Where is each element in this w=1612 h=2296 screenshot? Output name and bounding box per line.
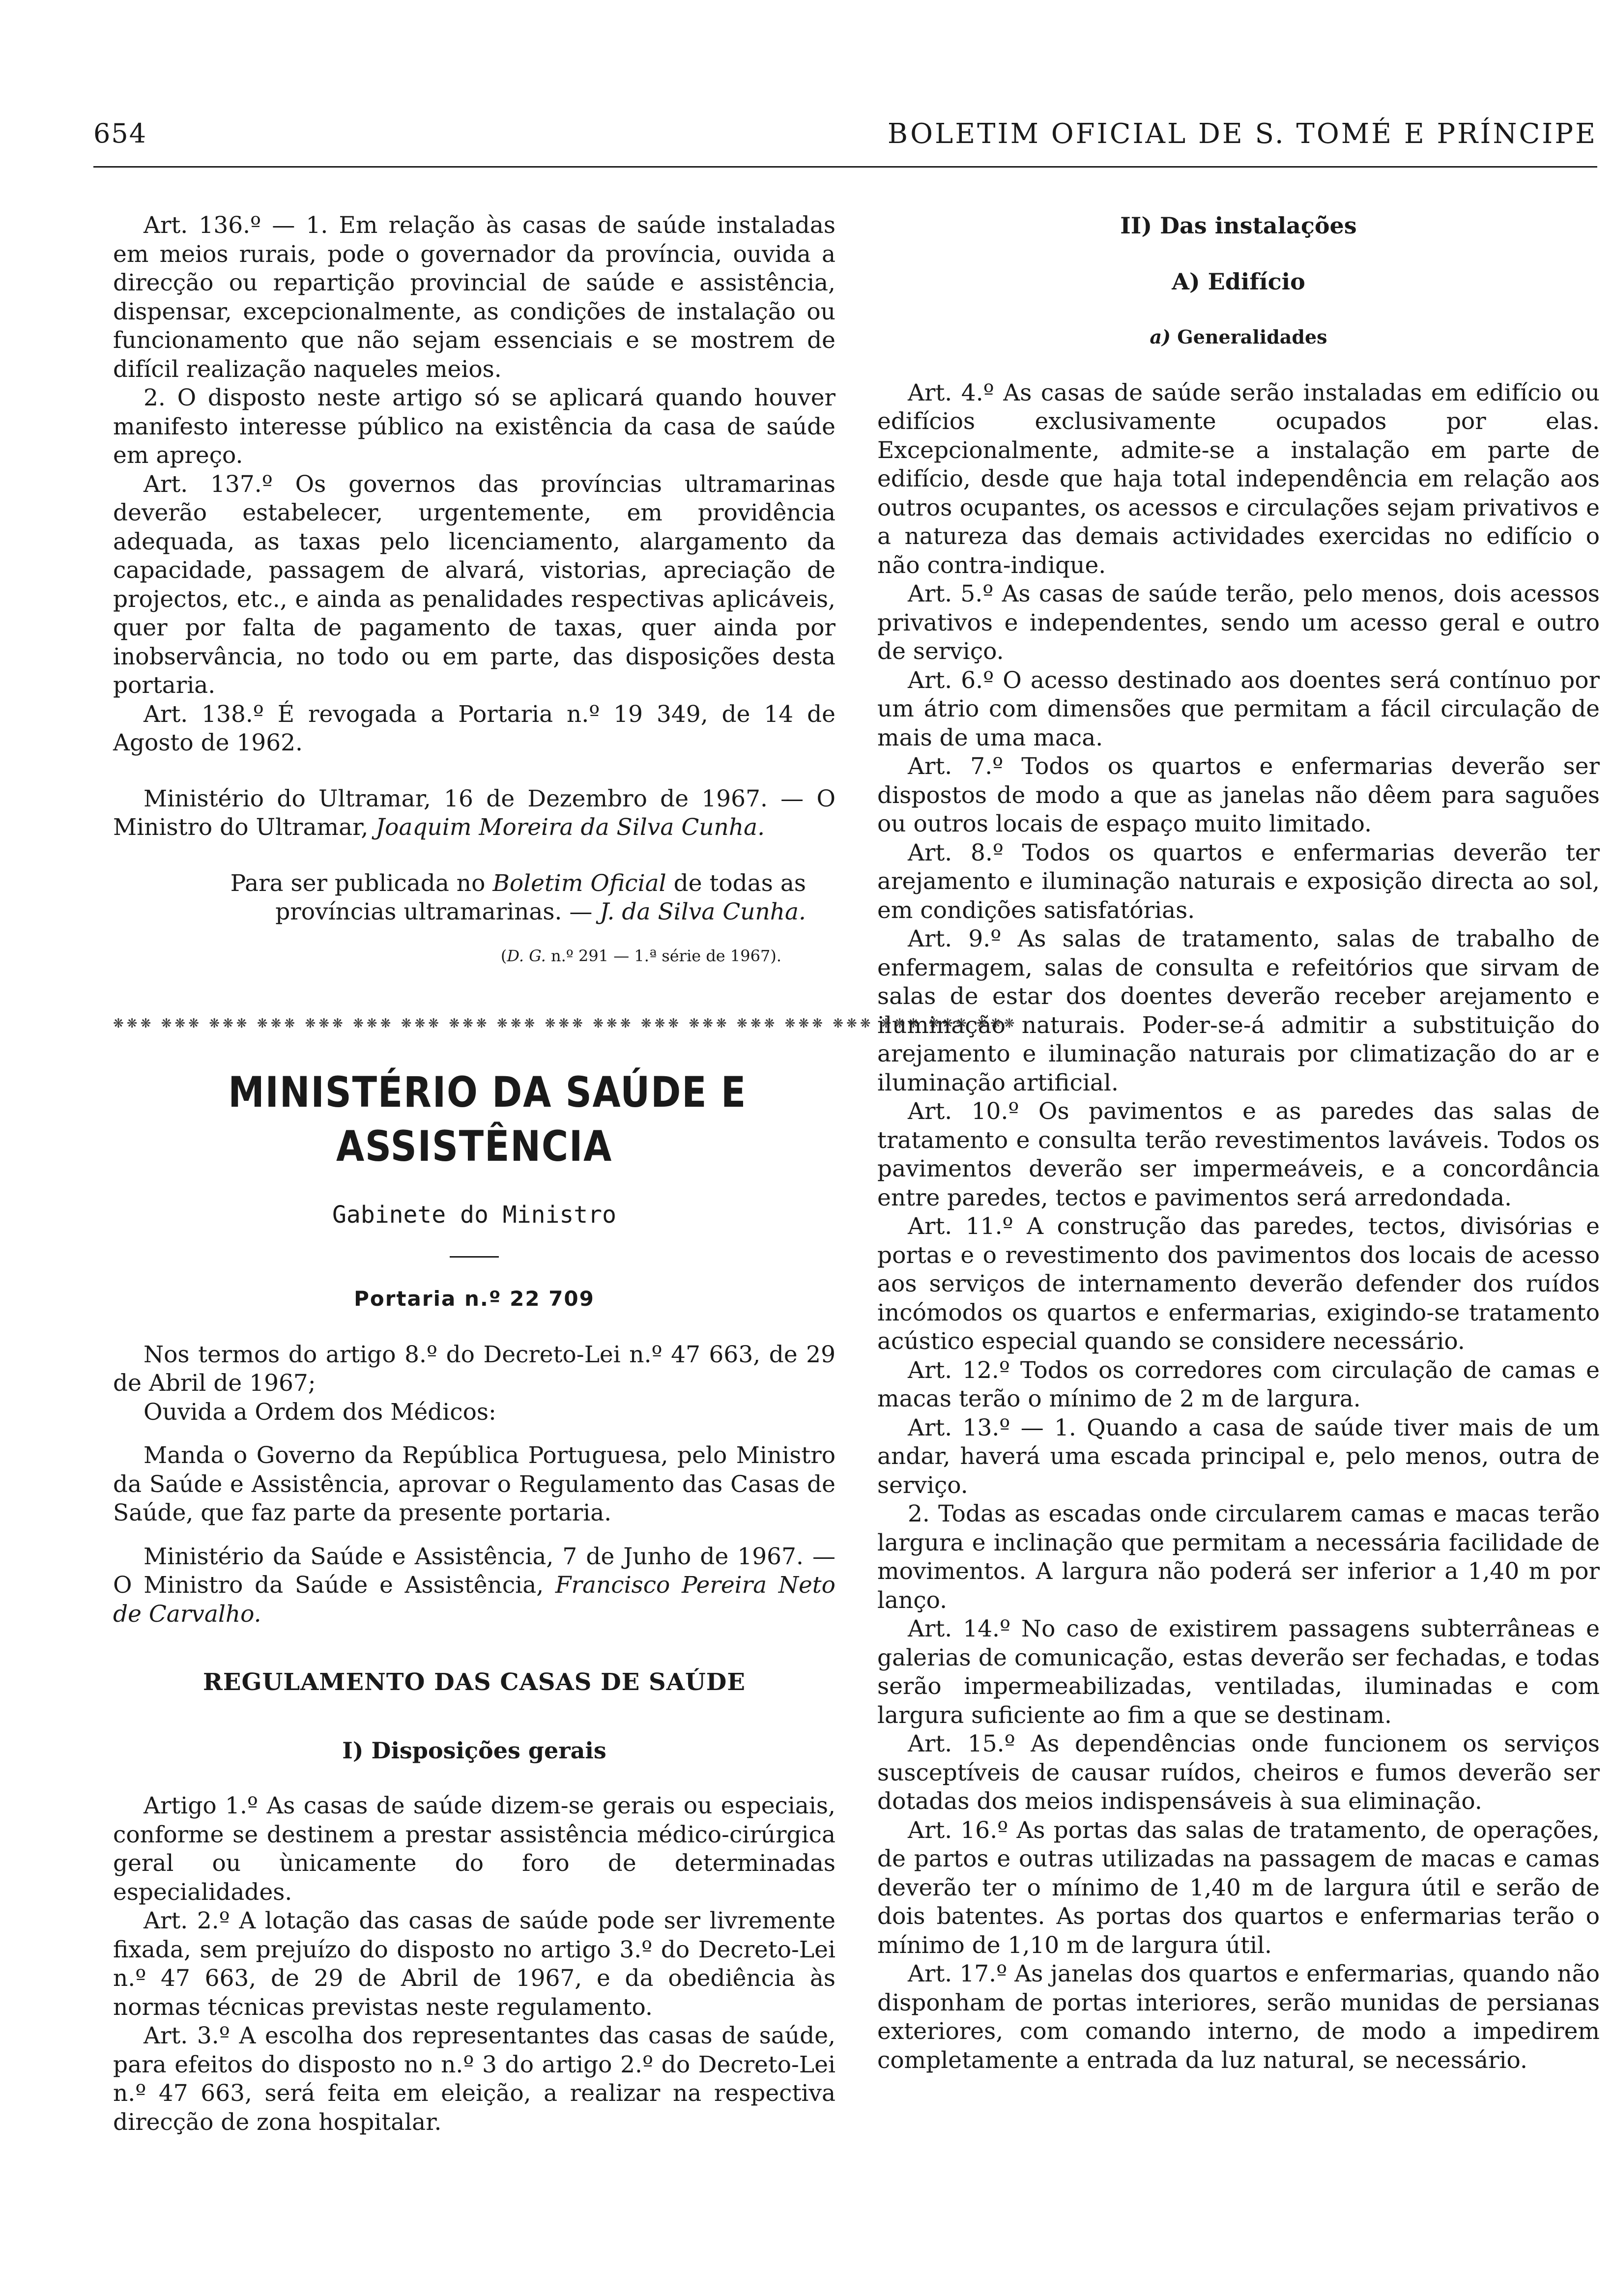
article-14: Art. 14.º No caso de existirem passagens subterrâneas e galerias de comunicação, estas deverão ser fechadas, e todas serão impermeabilizadas, ventiladas, iluminadas e com largura suficiente ao fim a que se destinam.	[877, 1615, 1600, 1729]
article-17: Art. 17.º As janelas dos quartos e enfermarias, quando não disponham de portas interiores, serão munidas de persianas exteriores, com comando interno, de modo a impedirem completamente a entrada da luz natural, se necessário.	[877, 1960, 1600, 2074]
publication-note-journal: Boletim Oficial	[492, 869, 666, 897]
portaria-intro-1: Nos termos do artigo 8.º do Decreto-Lei n.º 47 663, de 29 de Abril de 1967;	[113, 1341, 835, 1397]
right-column	[877, 211, 1600, 2075]
article-138: Art. 138.º É revogada a Portaria n.º 19 349, de 14 de Agosto de 1962.	[113, 700, 835, 756]
subsubsection-text: Generalidades	[1171, 326, 1327, 348]
publication-note	[113, 869, 835, 927]
journal-title: BOLETIM OFICIAL DE S. TOMÉ E PRÍNCIPE	[887, 118, 1597, 150]
article-137: Art. 137.º Os governos das províncias ultramarinas deverão estabelecer, urgentemente, em providência adequada, as taxas pelo licenciamento, alargamento da capacidade, passagem de alvará, vistorias, apreciação de projectos, etc., e ainda as penalidades respectivas aplicáveis, quer por falta de pagamento de taxas, quer ainda por inobservância, no todo ou em parte, das disposições desta portaria.	[113, 470, 835, 699]
subsubsection-heading-general	[877, 323, 1600, 352]
article-13-paragraph-1: Art. 13.º — 1. Quando a casa de saúde tiver mais de um andar, haverá uma escada principal e, pelo menos, outra de serviço.	[877, 1414, 1600, 1499]
subsubsection-letter: a)	[1150, 326, 1171, 348]
ministry-title: MINISTÉRIO DA SAÚDE E ASSISTÊNCIA	[228, 1067, 747, 1171]
article-15: Art. 15.º As dependências onde funcionem os serviços susceptíveis de causar ruídos, cheiros e fumos deverão ser dotadas dos meios indispensáveis à sua eliminação.	[877, 1730, 1600, 1815]
article-2: Art. 2.º A lotação das casas de saúde pode ser livremente fixada, sem prejuízo do disposto no artigo 3.º do Decreto-Lei n.º 47 663, de 29 de Abril de 1967, e da obediência às normas técnicas previstas neste regulamento.	[113, 1907, 835, 2021]
publication-note-middle: de todas as províncias ultramarinas. —	[275, 869, 806, 925]
article-5: Art. 5.º As casas de saúde terão, pelo menos, dois acessos privativos e independentes, sendo um acesso geral e outro de serviço.	[877, 580, 1600, 665]
ornamental-divider: ❋❋❋ ❋❋❋ ❋❋❋ ❋❋❋ ❋❋❋ ❋❋❋ ❋❋❋ ❋❋❋ ❋❋❋ ❋❋❋ ❋❋❋ ❋❋❋ ❋❋❋ ❋❋❋ ❋❋❋ ❋❋❋ ❋❋❋ ❋❋❋ ❋❋❋	[113, 1016, 1018, 1031]
source-note-dg: D. G.	[507, 946, 546, 965]
ministry-signature-name: Francisco Pereira Neto de Carvalho.	[113, 1572, 835, 1628]
article-136-paragraph-1: Art. 136.º — 1. Em relação às casas de saúde instaladas em meios rurais, pode o governador da província, ouvida a direcção ou repartição provincial de saúde e assistência, dispensar, excepcionalmente, as condições de instalação ou funcionamento que não sejam essenciais e se mostrem de difícil realização naqueles meios.	[113, 212, 835, 383]
source-note	[113, 942, 835, 971]
page-header	[93, 118, 1597, 150]
ministry-signature	[113, 1543, 835, 1629]
portaria-number: Portaria n.º 22 709	[354, 1287, 595, 1311]
article-136-paragraph-2: 2. O disposto neste artigo só se aplicará quando houver manifesto interesse público na existência da casa de saúde em apreço.	[113, 384, 835, 469]
article-11: Art. 11.º A construção das paredes, tectos, divisórias e portas e o revestimento dos pavimentos dos locais de acesso aos serviços de internamento deverão defender dos ruídos incómodos os quartos e enfermarias, exigindo-se tratamento acústico especial quando se considere necessário.	[877, 1213, 1600, 1355]
article-10: Art. 10.º Os pavimentos e as paredes das salas de tratamento e consulta terão revestimentos laváveis. Todos os pavimentos deverão ser impermeáveis, e a concordância entre paredes, tectos e pavimentos será arredondada.	[877, 1098, 1600, 1211]
article-4: Art. 4.º As casas de saúde serão instaladas em edifício ou edifícios exclusivamente ocupados por elas. Excepcionalmente, admite-se a instalação em parte de edifício, desde que haja total independência em relação aos outros ocupantes, os acessos e circulações sejam privativos e a natureza das demais actividades exercidas no edifício o não contra-indique.	[877, 379, 1600, 579]
article-16: Art. 16.º As portas das salas de tratamento, de operações, de partos e outras utilizadas na passagem de macas e camas deverão ter o mínimo de 1,40 m de largura útil e serão de dois batentes. As portas dos quartos e enfermarias terão o mínimo de 1,10 m de largura útil.	[877, 1816, 1600, 1959]
subsection-heading-building: A) Edifício	[1172, 268, 1305, 295]
article-12: Art. 12.º Todos os corredores com circulação de camas e macas terão o mínimo de 2 m de largura.	[877, 1356, 1600, 1412]
portaria-manda: Manda o Governo da República Portuguesa, pelo Ministro da Saúde e Assistência, aprovar o Regulamento das Casas de Saúde, que faz parte da presente portaria.	[113, 1442, 835, 1526]
article-6: Art. 6.º O acesso destinado aos doentes será contínuo por um átrio com dimensões que permitam a fácil circulação de mais de uma maca.	[877, 666, 1600, 751]
regulation-title: REGULAMENTO DAS CASAS DE SAÚDE	[202, 1668, 746, 1696]
source-note-open: (	[500, 946, 507, 965]
page-number: 654	[93, 118, 147, 149]
article-9: Art. 9.º As salas de tratamento, salas de trabalho de enfermagem, salas de consulta e refeitórios que sirvam de salas de estar dos doentes deverão receber arejamento e iluminação naturais. Poder-se-á admitir a substituição do arejamento e iluminação naturais por climatização do ar e iluminação artificial.	[877, 925, 1600, 1096]
section-heading-installations: II) Das instalações	[1120, 212, 1357, 239]
ministry-signature-text: Ministério da Saúde e Assistência, 7 de Junho de 1967. — O Ministro da Saúde e Assistência,	[113, 1543, 835, 1599]
article-1: Artigo 1.º As casas de saúde dizem-se gerais ou especiais, conforme se destinem a prestar assistência médico-cirúrgica geral ou ùnicamente do foro de determinadas especialidades.	[113, 1792, 835, 1906]
publication-note-name: J. da Silva Cunha.	[600, 898, 806, 925]
article-13-paragraph-2: 2. Todas as escadas onde circularem camas e macas terão largura e inclinação que permitam a necessária facilidade de movimentos. A largura não poderá ser inferior a 1,40 m por lanço.	[877, 1500, 1600, 1614]
source-note-rest: n.º 291 — 1.ª série de 1967).	[546, 946, 781, 965]
publication-note-prefix: Para ser publicada no	[230, 869, 493, 897]
portaria-intro-2: Ouvida a Ordem dos Médicos:	[144, 1398, 496, 1426]
ultramar-signature-name: Joaquim Moreira da Silva Cunha.	[375, 814, 765, 841]
header-rule	[93, 166, 1597, 168]
left-column	[113, 211, 1018, 2137]
ultramar-signature-text: Ministério do Ultramar, 16 de Dezembro de 1967. — O Ministro do Ultramar,	[113, 785, 835, 841]
ultramar-signature	[113, 785, 835, 842]
article-3: Art. 3.º A escolha dos representantes das casas de saúde, para efeitos do disposto no n.º 3 do artigo 2.º do Decreto-Lei n.º 47 663, será feita em eleição, a realizar na respectiva direcção de zona hospitalar.	[113, 2022, 835, 2136]
cabinet-heading: Gabinete do Ministro	[332, 1201, 616, 1229]
article-8: Art. 8.º Todos os quartos e enfermarias deverão ter arejamento e iluminação naturais e exposição directa ao sol, em condições satisfatórias.	[877, 839, 1600, 924]
section-heading-general: I) Disposições gerais	[342, 1737, 606, 1764]
article-7: Art. 7.º Todos os quartos e enfermarias deverão ser dispostos de modo a que as janelas não dêem para saguões ou outros locais de espaço muito limitado.	[877, 753, 1600, 837]
